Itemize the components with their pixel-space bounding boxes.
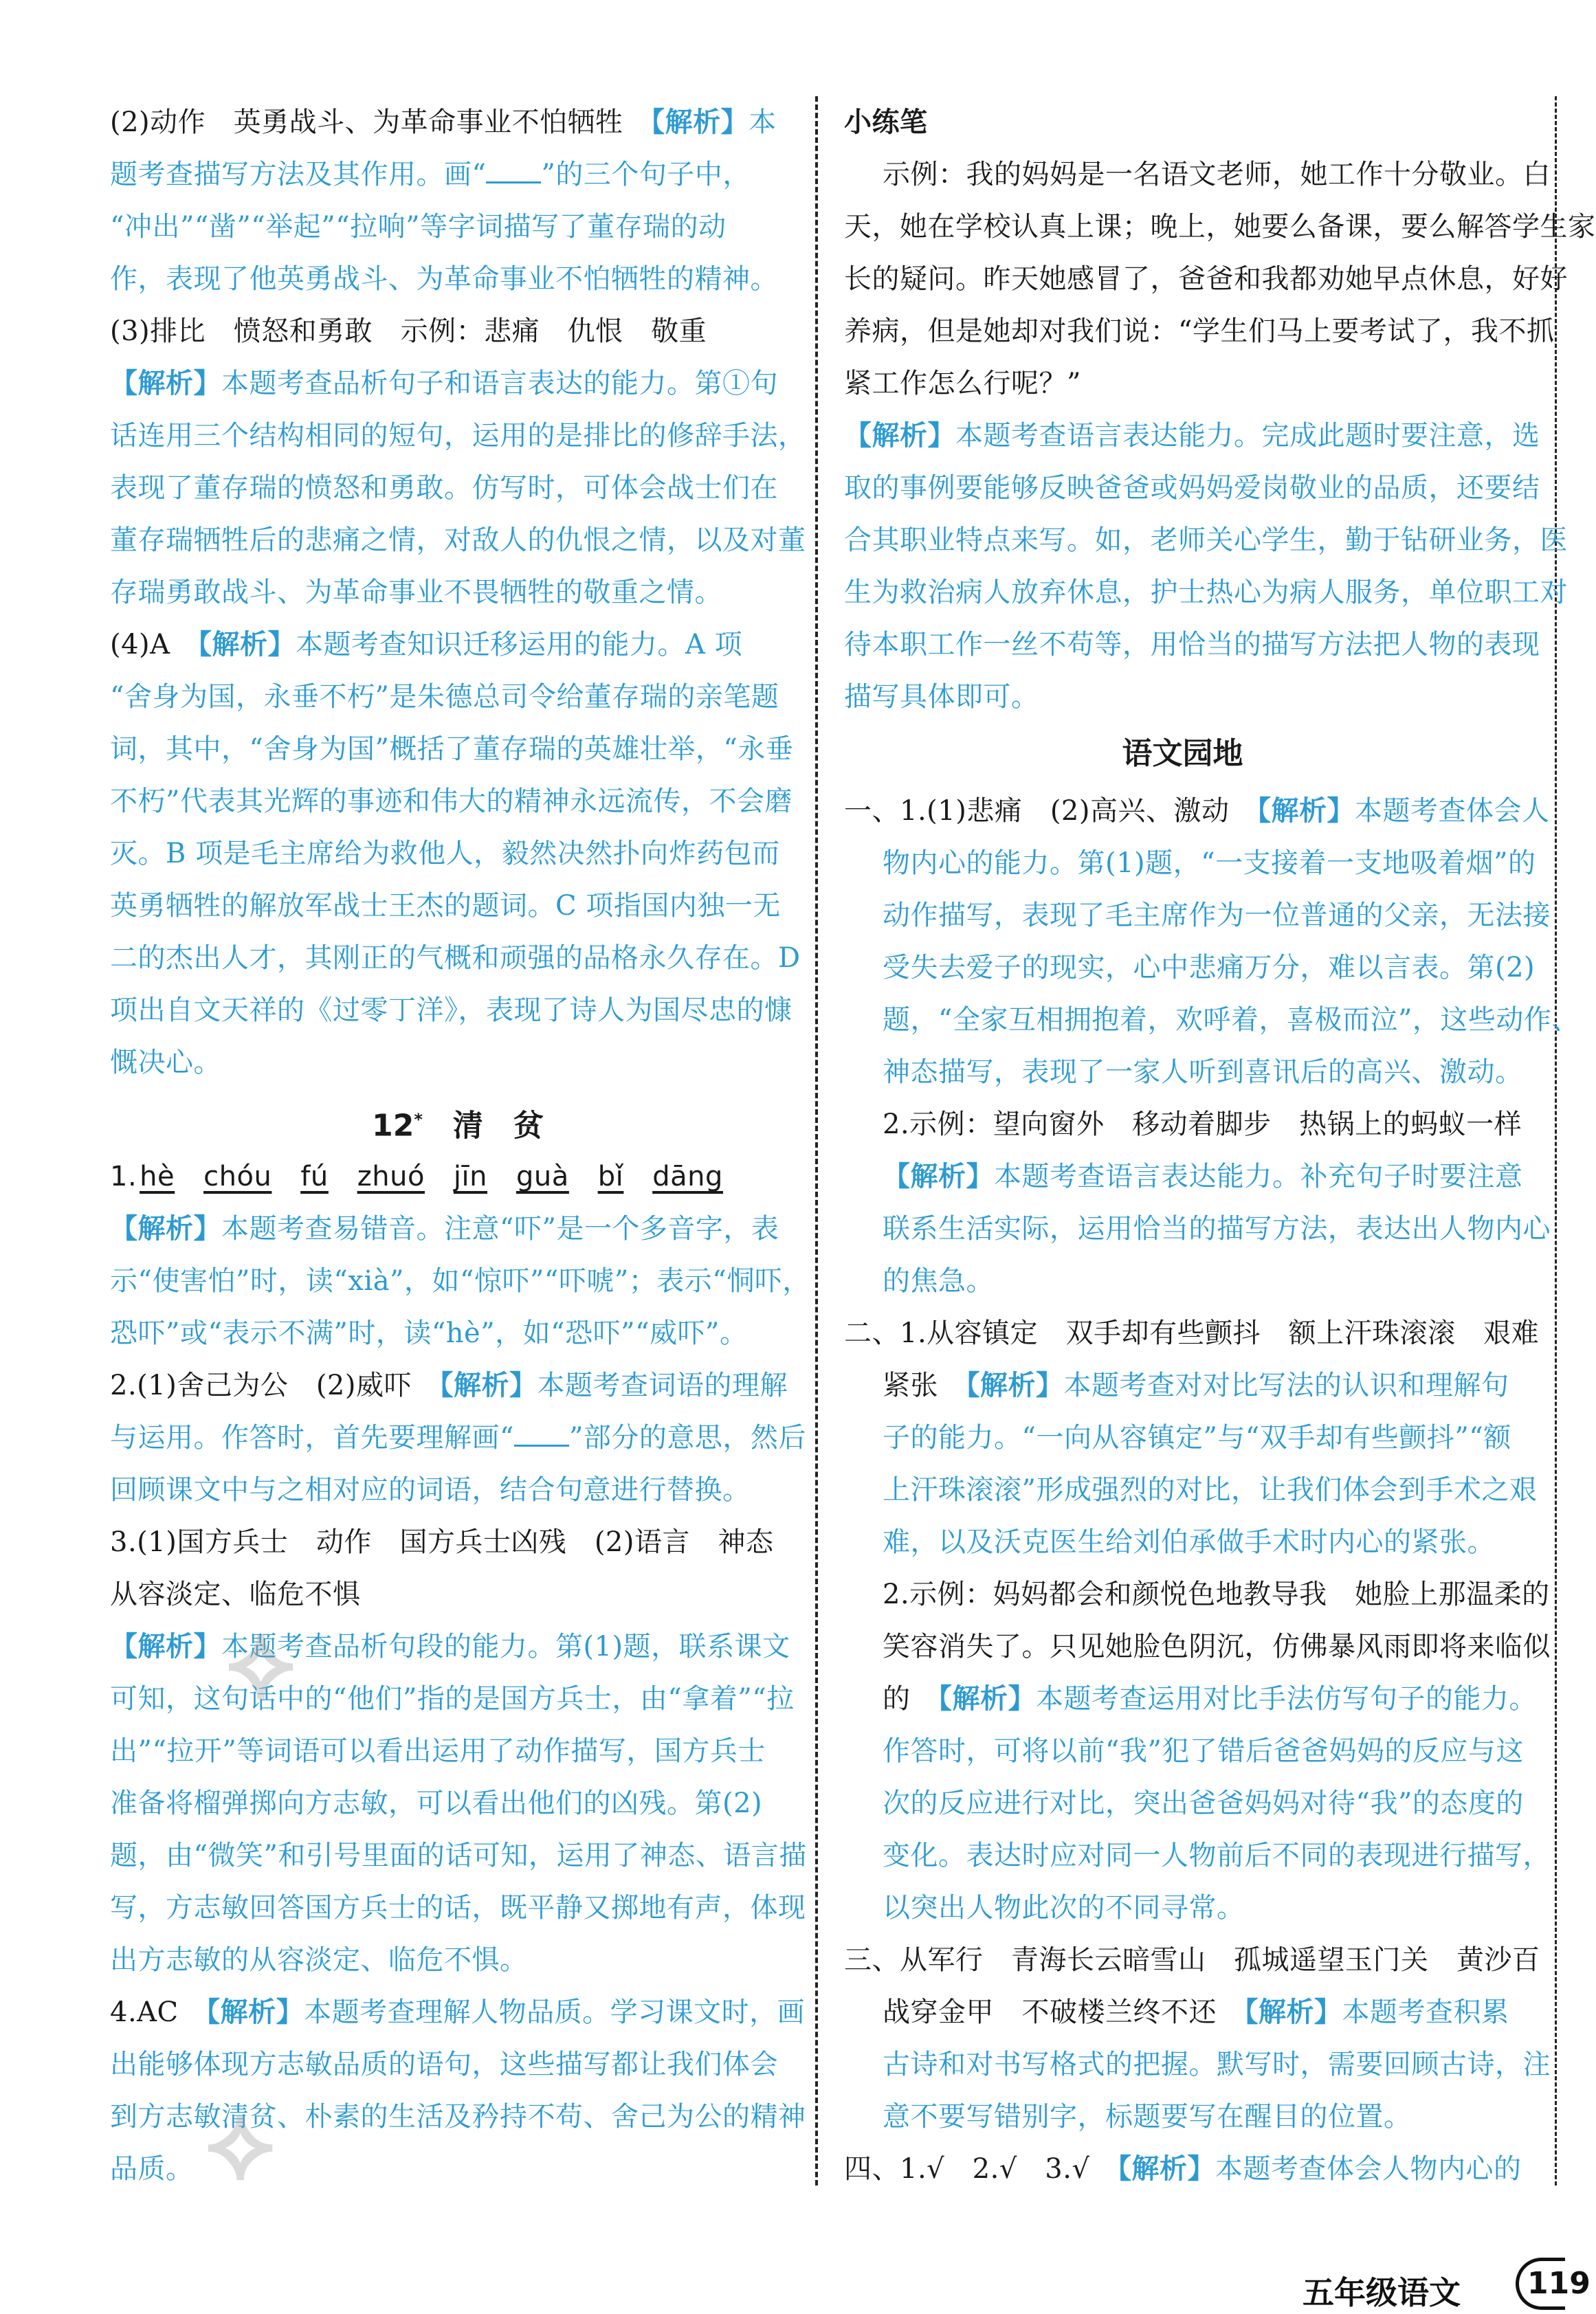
analysis-line: 二的杰出人才，其刚正的气概和顽强的品格永久存在。D (110, 942, 801, 974)
answer-line: 紧工作怎么行呢？” (844, 368, 1081, 399)
analysis-line: 存瑞勇敢战斗、为革命事业不畏牺牲的敬重之情。 (110, 577, 722, 608)
answer-line: 2.(1)舍己为公 (2)威吓 【解析】本题考查词语的理解 (110, 1370, 788, 1401)
pinyin-item: jīn (453, 1161, 487, 1192)
analysis-line: 回顾课文中与之相对应的词语，结合句意进行替换。 (110, 1474, 751, 1506)
analysis-line: 描写具体即可。 (844, 681, 1039, 713)
page-number-badge: 119 (1516, 2258, 1565, 2310)
analysis-line: 题，由“微笑”和引号里面的话可知，运用了神态、语言描 (110, 1840, 807, 1871)
analysis-line: 作，表现了他英勇战斗、为革命事业不怕牺牲的精神。 (110, 263, 778, 295)
answer-line: 2.示例：望向窗外 移动着脚步 热锅上的蚂蚁一样 (883, 1109, 1522, 1140)
pinyin-item: hè (140, 1161, 175, 1192)
answer-line: 3.(1)国方兵士 动作 国方兵士凶残 (2)语言 神态 (110, 1526, 774, 1558)
pinyin-item: zhuó (357, 1161, 425, 1192)
analysis-line: “冲出”“凿”“举起”“拉响”等字词描写了董存瑞的动 (110, 211, 727, 243)
analysis-line: 品质。 (110, 2153, 194, 2185)
subheading-practice: 小练笔 (844, 107, 928, 138)
analysis-line: 题考查描写方法及其作用。画“ ”的三个句子中， (110, 159, 751, 190)
pinyin-item: guà (516, 1161, 569, 1192)
footer-grade-label: 五年级语文 (1303, 2274, 1461, 2311)
answer-line: 的 【解析】本题考查运用对比手法仿写句子的能力。 (883, 1683, 1537, 1715)
analysis-line: 可知，这句话中的“他们”指的是国方兵士，由“拿着”“拉 (110, 1683, 795, 1715)
analysis-line: 项出自文天祥的《过零丁洋》，表现了诗人为国尽忠的慷 (110, 994, 793, 1026)
answer-line: 4.AC 【解析】本题考查理解人物品质。学习课文时，画 (110, 1996, 806, 2028)
analysis-line: 到方志敏清贫、朴素的生活及矜持不苟、舍己为公的精神 (110, 2101, 806, 2133)
analysis-line: 变化。表达时应对同一人物前后不同的表现进行描写， (883, 1840, 1551, 1871)
right-column (844, 96, 1596, 2195)
answer-line: 战穿金甲 不破楼兰终不还 【解析】本题考查积累 (883, 1996, 1509, 2028)
pinyin-item: chóu (203, 1161, 272, 1192)
analysis-line: 表现了董存瑞的愤怒和勇敢。仿写时，可体会战士们在 (110, 472, 778, 504)
analysis-line: 难，以及沃克医生给刘伯承做手术时内心的紧张。 (883, 1526, 1495, 1558)
underline-blank (486, 161, 541, 183)
analysis-line: 不朽”代表其光辉的事迹和伟大的精神永远流传，不会磨 (110, 786, 793, 817)
answer-line: (2)动作 英勇战斗、为革命事业不怕牺牲 【解析】本 (110, 107, 777, 138)
analysis-line: 意不要写错别字，标题要写在醒目的位置。 (883, 2101, 1412, 2133)
left-column (110, 96, 810, 2195)
pinyin-answer-line: 1. hè chóu fú zhuó jīn guà bǐ dāng (110, 1161, 723, 1192)
section-title-qingpin: 12* 清 贫 (372, 1108, 544, 1144)
pinyin-item: bǐ (597, 1161, 624, 1192)
analysis-line: 示“使害怕”时，读“xià”，如“惊吓”“吓唬”；表示“恫吓， (110, 1265, 810, 1297)
analysis-line: 题，“全家互相拥抱着，欢呼着，喜极而泣”，这些动作、 (883, 1004, 1580, 1036)
analysis-line: 写，方志敏回答国方兵士的话，既平静又掷地有声，体现 (110, 1892, 806, 1924)
section-title-yuwenyuandi: 语文园地 (1122, 736, 1243, 771)
analysis-line: 【解析】本题考查语言表达能力。完成此题时要注意，选 (844, 420, 1540, 452)
analysis-line: 作答时，可将以前“我”犯了错后爸爸妈妈的反应与这 (883, 1735, 1524, 1767)
underline-blank (514, 1424, 569, 1447)
analysis-line: “舍身为国，永垂不朽”是朱德总司令给董存瑞的亲笔题 (110, 681, 779, 713)
column-divider (815, 96, 818, 2185)
analysis-line: 出”“拉开”等词语可以看出运用了动作描写，国方兵士 (110, 1735, 766, 1767)
answer-line: 长的疑问。昨天她感冒了，爸爸和我都劝她早点休息，好好 (844, 263, 1568, 295)
analysis-line: 词，其中，“舍身为国”概括了董存瑞的英雄壮举，“永垂 (110, 733, 794, 765)
watermark-stamp-icon: ⟡ (206, 2082, 275, 2202)
analysis-line: 话连用三个结构相同的短句，运用的是排比的修辞手法， (110, 420, 806, 452)
analysis-line: 待本职工作一丝不苟等，用恰当的描写方法把人物的表现 (844, 629, 1540, 660)
answer-line: 四、1.√ 2.√ 3.√ 【解析】本题考查体会人物内心的 (844, 2153, 1522, 2185)
analysis-line: 以突出人物此次的不同寻常。 (883, 1892, 1245, 1924)
analysis-line: 【解析】本题考查品析句子和语言表达的能力。第①句 (110, 368, 778, 399)
analysis-line: 【解析】本题考查语言表达能力。补充句子时要注意 (883, 1161, 1523, 1192)
analysis-line: 上汗珠滚滚”形成强烈的对比，让我们体会到手术之艰 (883, 1474, 1538, 1506)
analysis-line: 英勇牺牲的解放军战士王杰的题词。C 项指国内独一无 (110, 890, 781, 922)
analysis-line: 【解析】本题考查品析句段的能力。第(1)题，联系课文 (110, 1631, 790, 1662)
analysis-line: 物内心的能力。第(1)题，“一支接着一支地吸着烟”的 (883, 847, 1536, 879)
analysis-line: 出能够体现方志敏品质的语句，这些描写都让我们体会 (110, 2049, 778, 2080)
answer-line: 2.示例：妈妈都会和颜悦色地教导我 她脸上那温柔的 (883, 1579, 1550, 1610)
answer-line: (3)排比 愤怒和勇敢 示例：悲痛 仇恨 敬重 (110, 315, 707, 347)
pinyin-item: dāng (652, 1161, 723, 1192)
analysis-line: 次的反应进行对比，突出爸爸妈妈对待“我”的态度的 (883, 1788, 1524, 1819)
analysis-line: 与运用。作答时，首先要理解画“ ”部分的意思，然后 (110, 1422, 806, 1454)
page-edge-rule (1555, 96, 1557, 2185)
analysis-line: 出方志敏的从容淡定、临危不惧。 (110, 1944, 528, 1976)
answer-line: (4)A 【解析】本题考查知识迁移运用的能力。A 项 (110, 629, 743, 660)
analysis-line: 子的能力。“一向从容镇定”与“双手却有些颤抖”“额 (883, 1422, 1511, 1454)
answer-line: 紧张 【解析】本题考查对对比写法的认识和理解句 (883, 1370, 1509, 1401)
analysis-line: 恐吓”或“表示不满”时，读“hè”，如“恐吓”“威吓”。 (110, 1317, 748, 1349)
analysis-line: 准备将榴弹掷向方志敏，可以看出他们的凶残。第(2) (110, 1788, 763, 1819)
analysis-line: 合其职业特点来写。如，老师关心学生，勤于钻研业务，医 (844, 524, 1568, 556)
answer-line: 三、从军行 青海长云暗雪山 孤城遥望玉门关 黄沙百 (844, 1944, 1540, 1976)
analysis-line: 联系生活实际，运用恰当的描写方法，表达出人物内心 (883, 1213, 1551, 1245)
analysis-line: 取的事例要能够反映爸爸或妈妈爱岗敬业的品质，还要结 (844, 472, 1540, 504)
analysis-line: 神态描写，表现了一家人听到喜讯后的高兴、激动。 (883, 1056, 1523, 1088)
watermark-stamp-icon: ⟡ (227, 1601, 296, 1721)
analysis-line: 古诗和对书写格式的把握。默写时，需要回顾古诗，注 (883, 2049, 1551, 2080)
analysis-line: 慨决心。 (110, 1047, 221, 1078)
pinyin-item: fú (300, 1161, 329, 1192)
answer-line: 天，她在学校认真上课；晚上，她要么备课，要么解答学生家 (844, 211, 1596, 243)
answer-line: 示例：我的妈妈是一名语文老师，她工作十分敬业。白 (883, 159, 1551, 190)
answer-line: 笑容消失了。只见她脸色阴沉，仿佛暴风雨即将来临似 (883, 1631, 1551, 1662)
analysis-line: 受失去爱子的现实，心中悲痛万分，难以言表。第(2) (883, 952, 1536, 983)
analysis-line: 董存瑞牺牲后的悲痛之情，对敌人的仇恨之情，以及对董 (110, 524, 806, 556)
analysis-line: 【解析】本题考查易错音。注意“吓”是一个多音字，表 (110, 1213, 779, 1245)
analysis-line: 生为救治病人放弃休息，护士热心为病人服务，单位职工对 (844, 577, 1568, 608)
answer-line: 从容淡定、临危不惧 (110, 1579, 361, 1610)
answer-line: 一、1.(1)悲痛 (2)高兴、激动 【解析】本题考查体会人 (844, 795, 1550, 827)
answer-line: 养病，但是她却对我们说：“学生们马上要考试了，我不抓 (844, 315, 1555, 347)
analysis-line: 的焦急。 (883, 1265, 994, 1297)
answer-line: 二、1.从容镇定 双手却有些颤抖 额上汗珠滚滚 艰难 (844, 1317, 1540, 1349)
analysis-line: 动作描写，表现了毛主席作为一位普通的父亲，无法接 (883, 900, 1551, 931)
analysis-line: 灭。B 项是毛主席给为救他人，毅然决然扑向炸药包而 (110, 838, 780, 869)
